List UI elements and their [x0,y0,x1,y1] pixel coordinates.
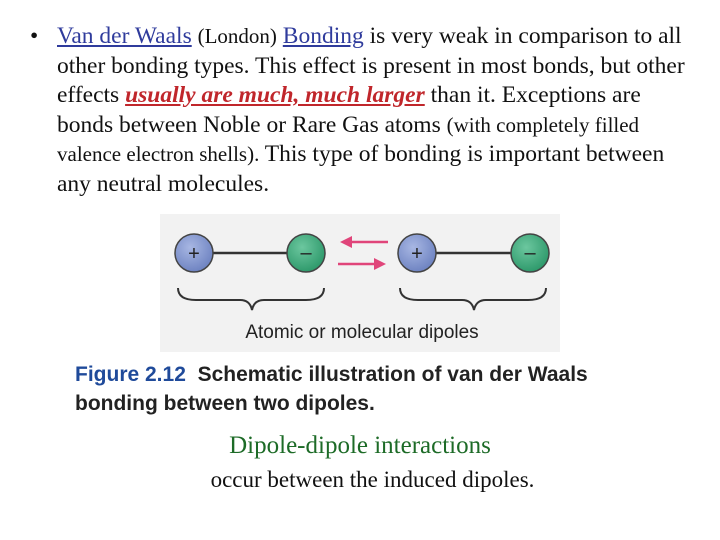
body-text-small: (with completely filled valence electron shells). [57,112,640,166]
body-text-2: than it. Exceptions are bonds between Noble or Rare Gas atoms [57,82,641,138]
attraction-arrows [338,236,388,270]
body-text-3: This type of bonding is important between any neutral molecules. [57,141,665,197]
dipole-1-minus-label: – [300,242,312,264]
body-text-1: is very weak in comparison to all other bonding types. This effect is present in most bonds, but other effects [57,23,685,108]
dipole-interactions-heading: Dipole-dipole interactions [229,432,491,459]
figure-title: Schematic illustration of van der Waals bonding between two dipoles. [75,363,588,415]
arrow-right-head [374,258,386,270]
dipole-interactions-description: occur between the induced dipoles. [210,467,535,492]
dipoles-label: Atomic or molecular dipoles [245,322,479,343]
dipole-2-brace [400,288,546,310]
bullet-marker: • [30,23,39,49]
bullet-paragraph [30,22,700,199]
dipole-figure [160,214,560,352]
term-bonding: Bonding [282,23,364,49]
term-van-der-waals: Van der Waals [57,23,192,49]
figure-number: Figure 2.12 [75,363,186,386]
dipole-1-brace [178,288,324,310]
arrow-left-head [340,236,352,248]
emphasis-text: usually are much, much larger [125,82,425,108]
figure-caption [75,360,655,418]
term-london: (London) [197,24,277,48]
dipole-2-plus-label: + [411,243,423,265]
dipole-2-minus-label: – [524,242,536,264]
dipole-diagram [160,214,560,352]
dipole-1-plus-label: + [188,243,200,265]
